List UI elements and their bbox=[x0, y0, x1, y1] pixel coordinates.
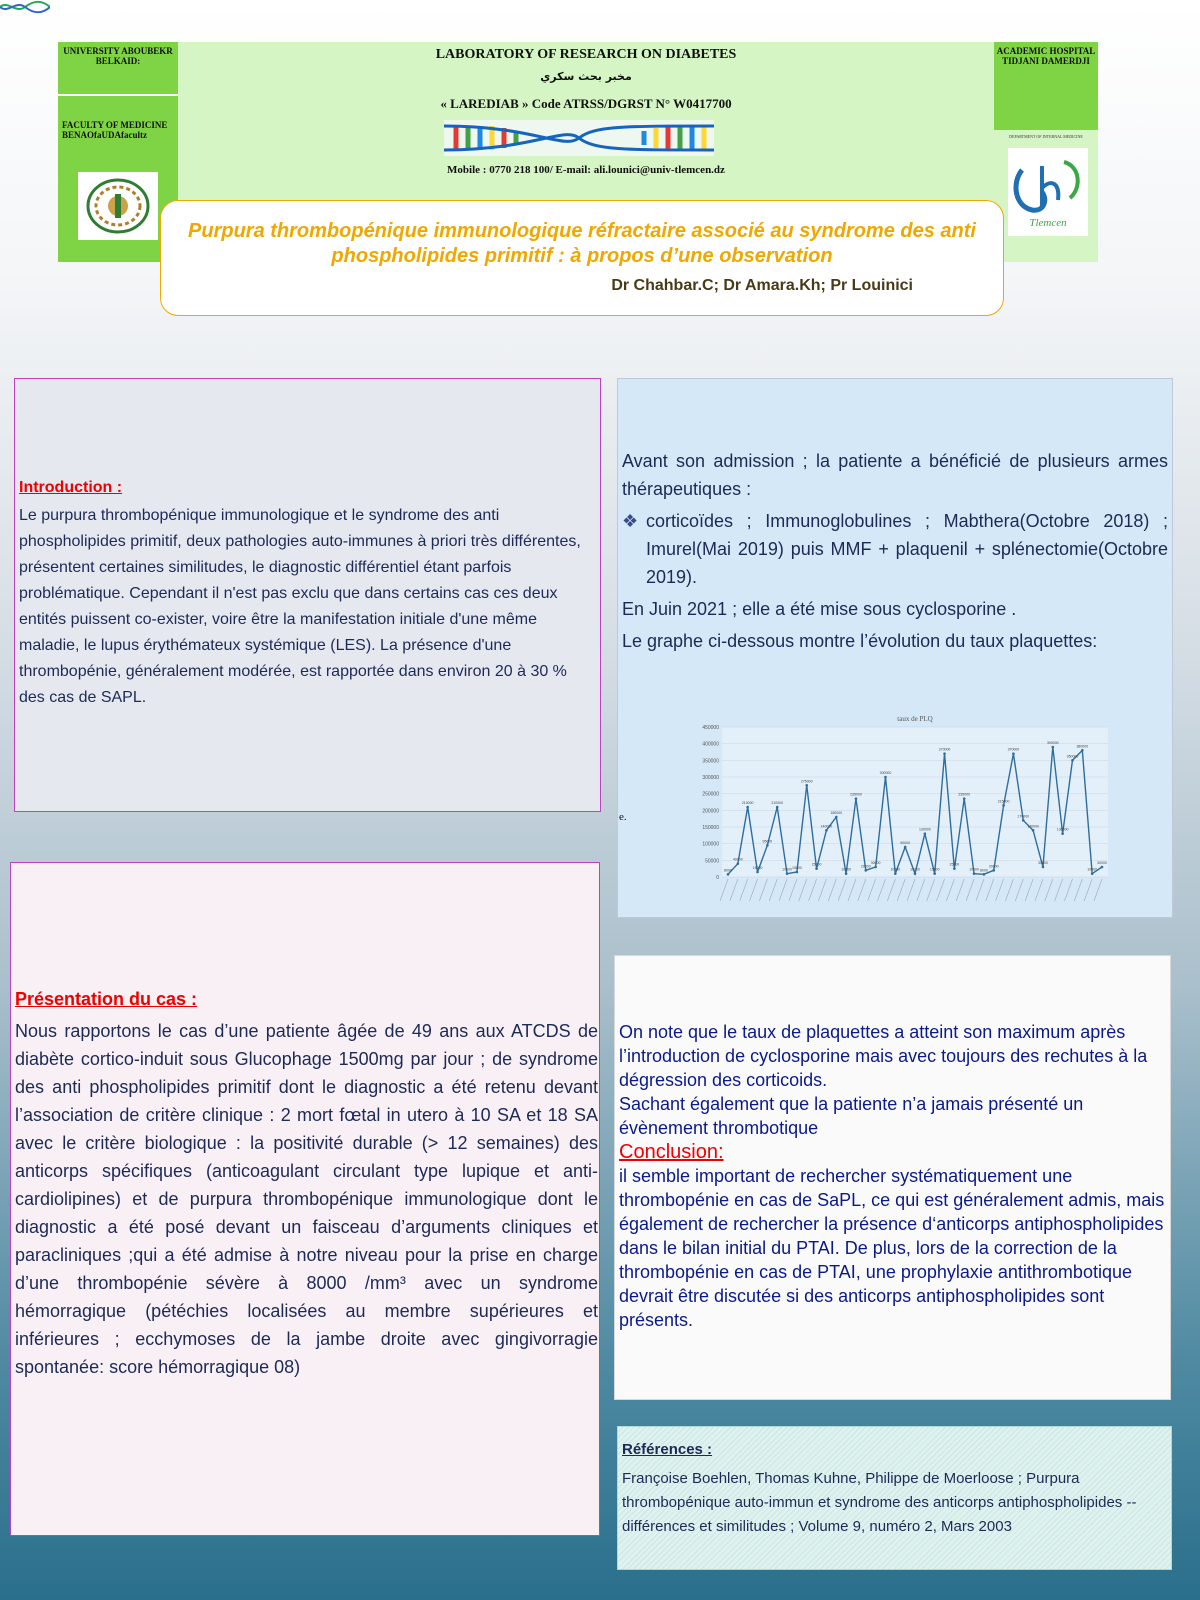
data-point bbox=[776, 806, 779, 809]
chu-tlemcen-logo bbox=[1008, 148, 1088, 236]
y-tick-label: 250000 bbox=[702, 791, 719, 798]
platelet-line-chart bbox=[678, 709, 1118, 909]
data-point bbox=[1012, 752, 1015, 755]
data-point bbox=[737, 862, 740, 865]
discussion-paragraph: On note que le taux de plaquettes a atteint son maximum après l’introduction de cyclosporine mais avec toujours des rechutes à la dégression des corticoids. bbox=[619, 1022, 1148, 1090]
data-point bbox=[746, 806, 749, 809]
data-point bbox=[933, 872, 936, 875]
data-point bbox=[1032, 829, 1035, 832]
case-text: Nous rapportons le cas d’une patiente âgée de 49 ans aux ATCDS de diabète cortico-induit sous Glucophage 1500mg par jour ; de syndrome des anti phospholipides primitif dont le diagnostic a été retenu devant l’association de critère clinique : 2 mort fœtal in utero à 10 SA et 18 SA avec le critère biologique : la positivité durable (> 12 semaines) des anticorps spécifiques (anticoagulant circulant type lupique et anti-cardiolipines) et de purpura thrombopénique immunologique dont le diagnostic a été posé devant un faisceau d’arguments cliniques et paracliniques ;qui a été admise à notre niveau pour la prise en charge d’une thrombopénie sévère à 8000 /mm³ avec un syndrome hémorragique (pétéchies localisées au membre supérieures et inférieures ; ecchymoses de la jambe droite avec gingivorragie spontanée: score hémorragique 08) bbox=[15, 1021, 598, 1377]
x-tick-label bbox=[1084, 879, 1092, 901]
data-label: 90000 bbox=[900, 841, 911, 845]
therapy-section bbox=[617, 378, 1173, 918]
data-label: 215000 bbox=[997, 799, 1010, 804]
university-name: UNIVERSITY ABOUBEKR BELKAID: bbox=[63, 46, 173, 66]
data-point bbox=[1091, 872, 1094, 875]
data-label: 20000 bbox=[988, 864, 999, 869]
data-point bbox=[835, 816, 838, 819]
chart-title: taux de PLQ bbox=[897, 715, 933, 723]
lab-arabic-title: مخبر بحث سكري bbox=[540, 70, 632, 83]
therapy-bullet-text: corticoïdes ; Immunoglobulines ; Mabthera(Octobre 2018) ; Imurel(Mai 2019) puis MMF + plaquenil + splénectomie(Octobre 2019). bbox=[646, 511, 1168, 587]
references-section bbox=[617, 1426, 1172, 1570]
x-tick-label bbox=[730, 879, 738, 901]
x-tick-label bbox=[966, 879, 974, 901]
lab-code: « LAREDIAB » Code ATRSS/DGRST N° W0417700 bbox=[440, 96, 732, 111]
data-point bbox=[943, 752, 946, 755]
data-label: 30000 bbox=[870, 861, 881, 865]
data-point bbox=[963, 797, 966, 800]
x-tick-label bbox=[789, 879, 797, 901]
x-tick-label bbox=[1015, 879, 1023, 901]
introduction-text: Le purpura thrombopénique immunologique et le syndrome des anti phospholipides primitif, deux pathologies auto-immunes à priori très différentes, présentent certaines similitudes, le diagnostic différentiel étant parfois problématique. Cependant il n'est pas exclu que dans certains cas ces deux entités puissent co-exister, voire être la manifestation initiale d'une même maladie, le lupus érythémateux systémique (LES). La présence d'une thrombopénie, généralement modérée, est rapportée dans environ 20 à 30 % des cas de SAPL. bbox=[19, 507, 581, 706]
divider bbox=[58, 94, 178, 96]
data-point bbox=[884, 776, 887, 779]
x-tick-label bbox=[868, 879, 876, 901]
data-label: 30000 bbox=[1097, 861, 1107, 865]
poster-title: Purpura thrombopénique immunologique réfractaire associé au syndrome des anti phospholipides primitif : à propos d’une observation bbox=[188, 220, 976, 267]
y-tick-label: 100000 bbox=[702, 841, 719, 848]
x-tick-label bbox=[1064, 879, 1072, 901]
data-label: 390000 bbox=[1046, 741, 1059, 745]
data-point bbox=[864, 869, 867, 872]
data-point bbox=[973, 872, 976, 875]
x-tick-label bbox=[1005, 879, 1013, 901]
x-tick-label bbox=[877, 879, 885, 901]
data-point bbox=[756, 871, 759, 874]
data-label: 25000 bbox=[811, 862, 822, 867]
dna-banner-image bbox=[444, 120, 714, 156]
data-label: 140000 bbox=[1027, 824, 1039, 829]
data-label: 10000 bbox=[782, 867, 792, 872]
lab-title: LABORATORY OF RESEARCH ON DIABETES bbox=[435, 47, 737, 62]
data-point bbox=[815, 867, 818, 870]
chart-intro-paragraph: Le graphe ci-dessous montre l’évolution du taux plaquettes: bbox=[622, 631, 1098, 651]
y-tick-label: 350000 bbox=[702, 758, 719, 765]
y-tick-label: 450000 bbox=[702, 725, 719, 731]
x-tick-label bbox=[1074, 879, 1082, 901]
data-point bbox=[1051, 746, 1054, 749]
data-label: 30000 bbox=[1038, 861, 1048, 865]
data-point bbox=[786, 872, 789, 875]
data-point bbox=[845, 872, 848, 875]
logo-text: Tlemcen bbox=[1029, 217, 1067, 229]
data-point bbox=[983, 873, 986, 876]
data-point bbox=[855, 797, 858, 800]
introduction-section bbox=[14, 378, 601, 812]
x-tick-label bbox=[1025, 879, 1033, 901]
x-tick-label bbox=[769, 879, 777, 901]
x-tick-label bbox=[750, 879, 758, 901]
data-label: 170000 bbox=[1017, 814, 1030, 819]
x-tick-label bbox=[1094, 879, 1102, 901]
data-point bbox=[924, 832, 927, 835]
data-label: 140000 bbox=[820, 824, 833, 829]
x-tick-label bbox=[838, 879, 846, 901]
x-tick-label bbox=[927, 879, 935, 901]
data-label: 350000 bbox=[1066, 754, 1079, 759]
therapy-bullet bbox=[622, 507, 1168, 591]
data-label: 130000 bbox=[918, 827, 931, 832]
data-label: 20000 bbox=[860, 864, 871, 869]
conclusion-heading: Conclusion: bbox=[619, 1141, 724, 1163]
y-tick-label: 0 bbox=[716, 875, 719, 881]
faculty-name: FACULTY OF MEDICINE BENAOfaUDAfacultz bbox=[62, 120, 168, 140]
references-heading: Références : bbox=[622, 1441, 713, 1458]
y-tick-label: 400000 bbox=[702, 741, 719, 748]
x-tick-label bbox=[799, 879, 807, 901]
therapy-text bbox=[622, 447, 1168, 659]
data-label: 8000 bbox=[724, 868, 732, 873]
data-point bbox=[1101, 866, 1104, 869]
data-point bbox=[796, 871, 799, 874]
data-point bbox=[914, 872, 917, 875]
data-point bbox=[1042, 866, 1045, 869]
data-point bbox=[766, 844, 769, 847]
data-label: 10000 bbox=[910, 867, 920, 872]
data-point bbox=[992, 869, 995, 872]
therapy-paragraph: Avant son admission ; la patiente a bénéficié de plusieurs armes thérapeutiques : bbox=[622, 451, 1168, 499]
data-point bbox=[894, 872, 897, 875]
data-label: 235000 bbox=[850, 792, 862, 797]
x-tick-label bbox=[740, 879, 748, 901]
data-point bbox=[1061, 832, 1064, 835]
data-label: 15000 bbox=[792, 866, 802, 870]
data-label: 10000 bbox=[969, 867, 979, 872]
data-label: 40000 bbox=[732, 857, 743, 862]
data-label: 235000 bbox=[958, 792, 971, 797]
x-tick-label bbox=[937, 879, 945, 901]
x-tick-label bbox=[976, 879, 984, 901]
x-tick-label bbox=[1035, 879, 1043, 901]
data-point bbox=[1071, 759, 1074, 762]
x-tick-label bbox=[946, 879, 954, 901]
diamond-bullet-icon: ❖ bbox=[622, 511, 639, 531]
x-tick-label bbox=[848, 879, 856, 901]
data-label: 8000 bbox=[979, 868, 988, 873]
stray-text: e. bbox=[619, 811, 627, 823]
cyclosporine-paragraph: En Juin 2021 ; elle a été mise sous cyclosporine . bbox=[622, 599, 1017, 619]
x-tick-label bbox=[828, 879, 836, 901]
title-box bbox=[160, 200, 1004, 316]
x-tick-label bbox=[907, 879, 915, 901]
x-tick-label bbox=[986, 879, 994, 901]
data-point bbox=[1002, 804, 1005, 807]
data-label: 10000 bbox=[1087, 867, 1098, 872]
data-point bbox=[904, 846, 907, 849]
x-tick-label bbox=[720, 879, 728, 901]
x-tick-label bbox=[779, 879, 787, 901]
x-tick-label bbox=[818, 879, 826, 901]
data-label: 370000 bbox=[938, 747, 951, 752]
x-tick-label bbox=[897, 879, 905, 901]
data-point bbox=[874, 866, 877, 869]
y-tick-label: 50000 bbox=[705, 858, 719, 865]
references-text: Françoise Boehlen, Thomas Kuhne, Philippe de Moerloose ; Purpura thrombopénique auto-immun et syndrome des anticorps antiphospholipides -- différences et similitudes ; Volume 9, numéro 2, Mars 2003 bbox=[622, 1470, 1137, 1535]
data-point bbox=[1081, 749, 1084, 752]
x-tick-label bbox=[996, 879, 1004, 901]
data-label: 275000 bbox=[800, 779, 813, 784]
data-point bbox=[1022, 819, 1025, 822]
x-tick-label bbox=[956, 879, 964, 901]
discussion-paragraph: Sachant également que la patiente n’a jamais présenté un évènement thrombotique bbox=[619, 1094, 1084, 1138]
y-tick-label: 150000 bbox=[702, 825, 719, 831]
data-label: 380000 bbox=[1076, 744, 1089, 749]
x-tick-label bbox=[887, 879, 895, 901]
dna-icon bbox=[0, 0, 50, 14]
x-tick-label bbox=[759, 879, 767, 901]
data-point bbox=[953, 867, 956, 870]
data-point bbox=[727, 873, 730, 876]
data-label: 300000 bbox=[879, 771, 892, 775]
data-label: 10000 bbox=[890, 867, 901, 872]
x-tick-label bbox=[1045, 879, 1053, 901]
case-section bbox=[10, 862, 600, 1536]
data-label: 10000 bbox=[841, 867, 851, 872]
data-label: 210000 bbox=[771, 801, 784, 805]
hospital-name: ACADEMIC HOSPITAL TIDJANI DAMERDJI bbox=[996, 46, 1096, 66]
data-label: 10000 bbox=[929, 867, 940, 872]
data-label: 210000 bbox=[741, 801, 754, 805]
discussion-section bbox=[614, 955, 1171, 1400]
x-tick-label bbox=[917, 879, 925, 901]
data-label: 95000 bbox=[762, 839, 773, 844]
x-tick-label bbox=[809, 879, 817, 901]
y-tick-label: 200000 bbox=[702, 808, 719, 815]
department-name: DEPARTMENT OF INTERNAL MEDICINE bbox=[1009, 134, 1083, 139]
case-heading: Présentation du cas : bbox=[15, 989, 198, 1009]
hospital-banner bbox=[994, 42, 1098, 130]
data-label: 370000 bbox=[1007, 747, 1020, 752]
y-tick-label: 300000 bbox=[702, 775, 719, 781]
data-point bbox=[825, 829, 828, 832]
data-label: 180000 bbox=[830, 811, 843, 815]
data-label: 130000 bbox=[1056, 827, 1069, 832]
header-hospital-panel bbox=[994, 42, 1098, 262]
data-label: 25000 bbox=[949, 862, 960, 867]
authors: Dr Chahbar.C; Dr Amara.Kh; Pr Louinici bbox=[611, 277, 913, 294]
lab-contact: Mobile : 0770 218 100/ E-mail: ali.lounici@univ-tlemcen.dz bbox=[447, 164, 725, 176]
university-seal-logo bbox=[78, 172, 158, 240]
discussion-text bbox=[619, 1020, 1167, 1332]
conclusion-text: il semble important de rechercher systématiquement une thrombopénie en cas de SaPL, ce qui est généralement admis, mais également de rechercher la présence d‘anticorps antiphospholipides dans le bilan initial du PTAI. De plus, lors de la correction de la thrombopénie en cas de PTAI, une prophylaxie antithrombotique devrait être discutée si des anticorps antiphospholipides sont présents. bbox=[619, 1166, 1165, 1330]
x-tick-label bbox=[1055, 879, 1063, 901]
x-tick-label bbox=[858, 879, 866, 901]
introduction-heading: Introduction : bbox=[19, 479, 123, 496]
data-point bbox=[805, 784, 808, 787]
data-label: 15000 bbox=[752, 866, 763, 870]
